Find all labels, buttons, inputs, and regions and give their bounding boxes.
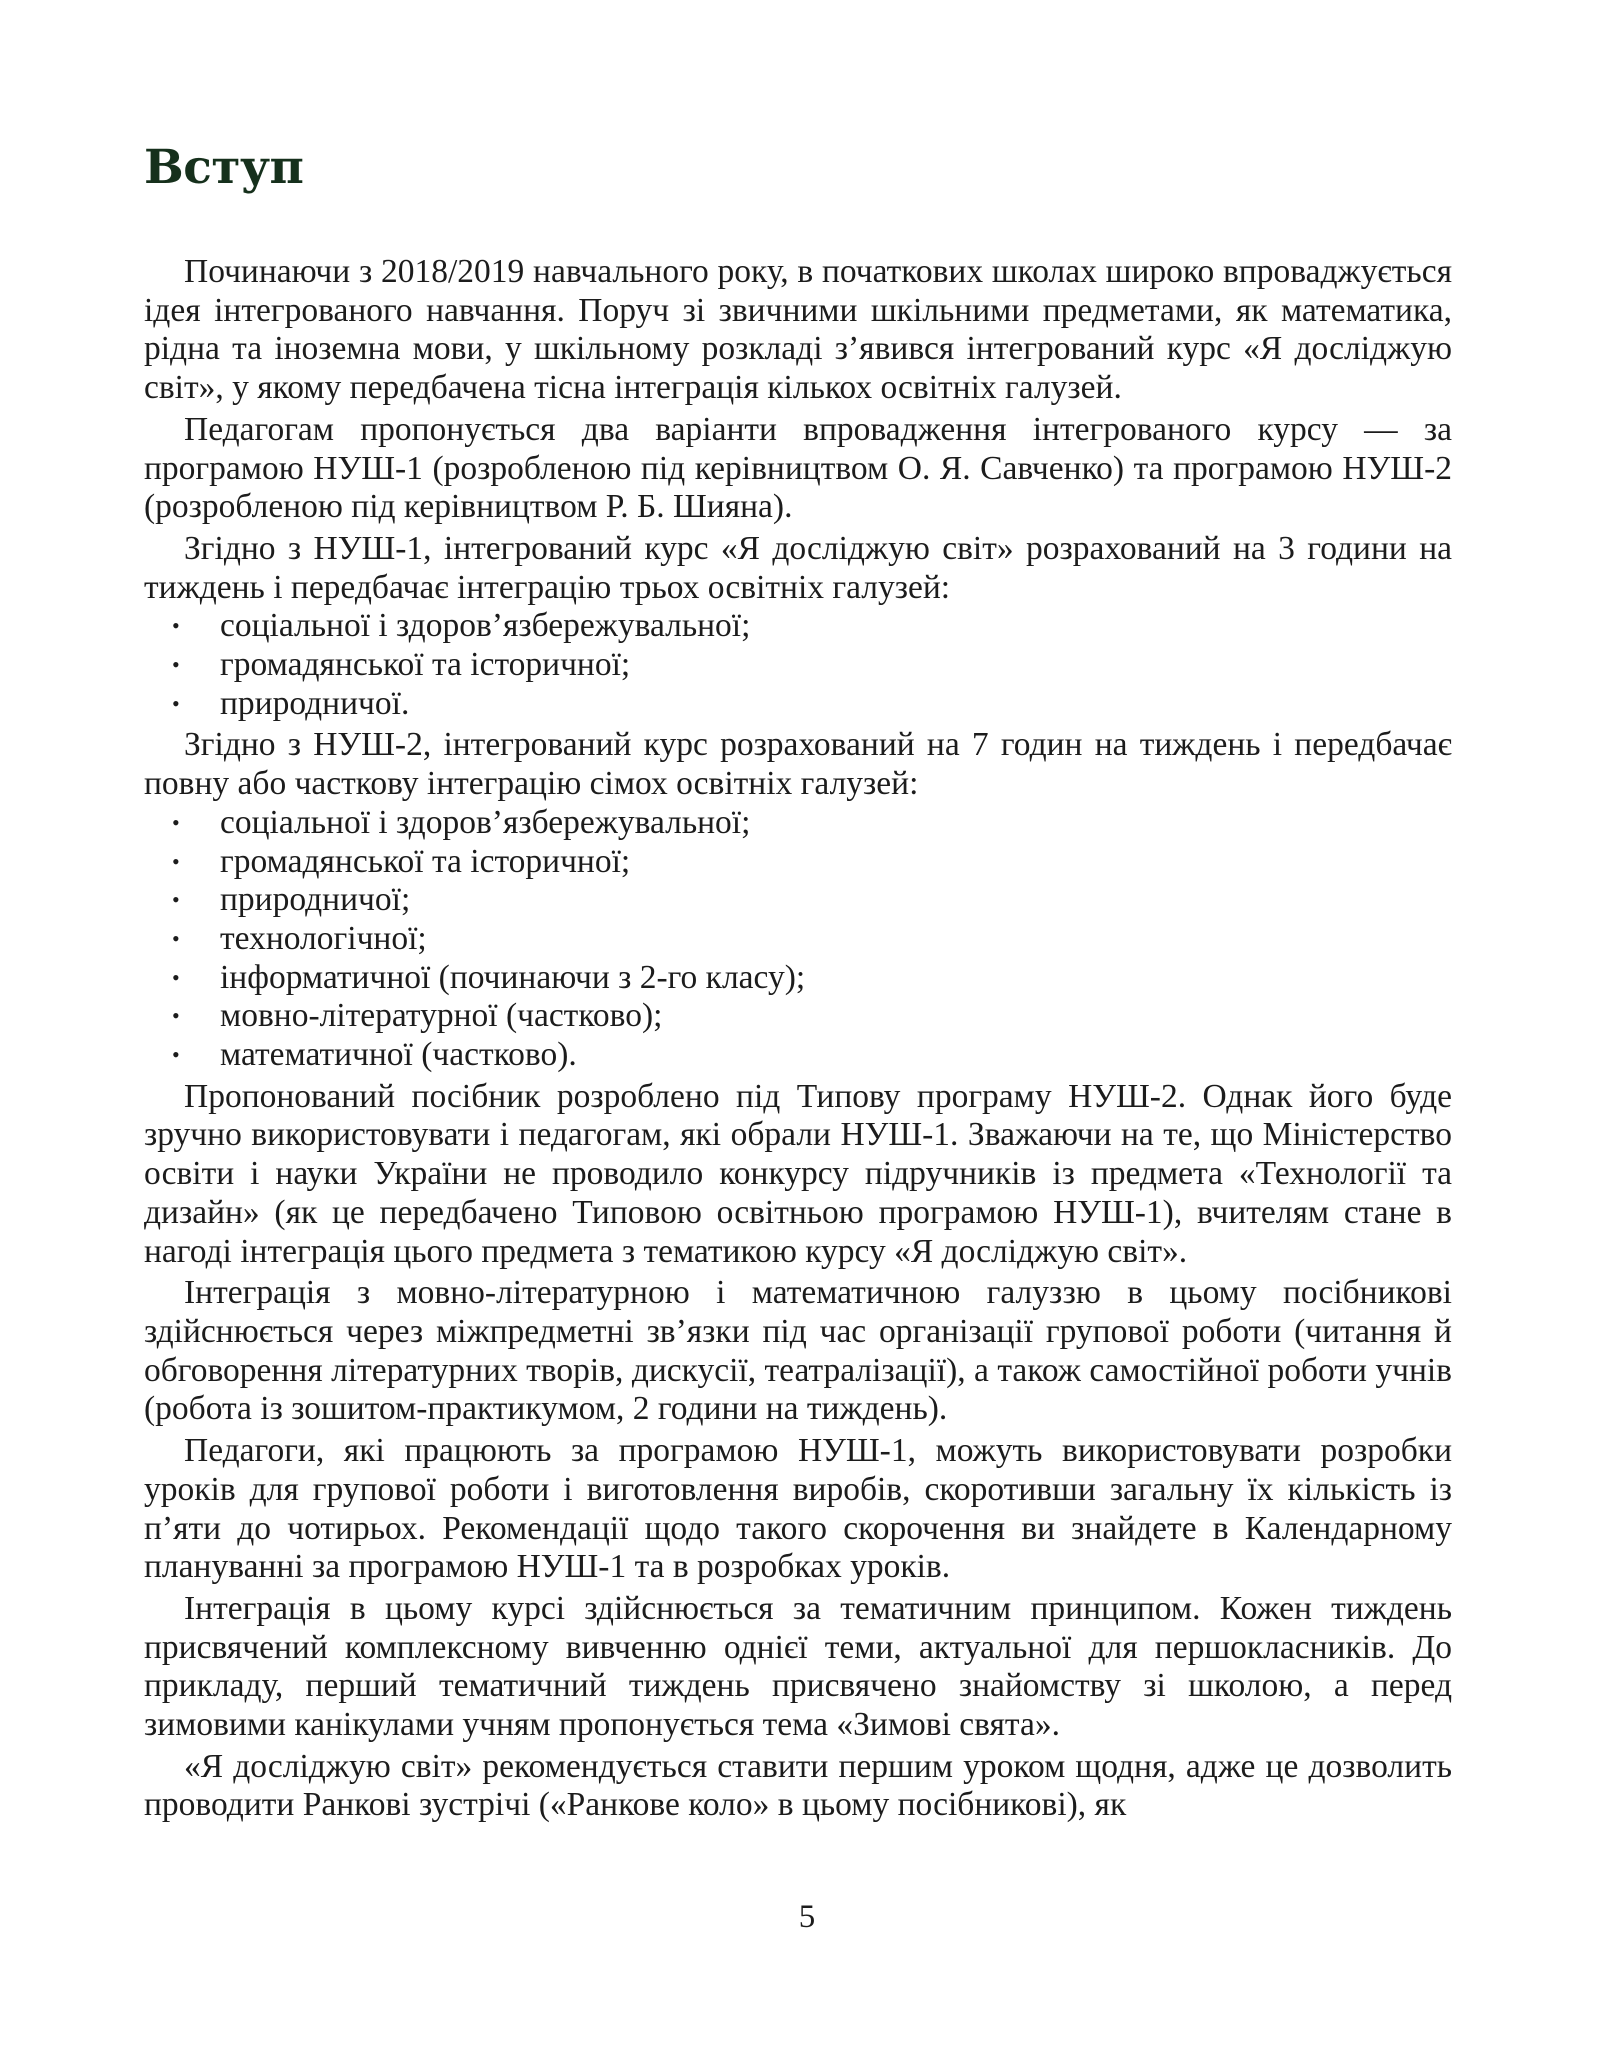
list-item	[144, 997, 1452, 1036]
list-item-text: технологічної;	[220, 919, 427, 957]
list-item	[144, 920, 1452, 959]
list-item	[144, 607, 1452, 646]
list-item	[144, 881, 1452, 920]
list-item-text: громадянської та історичної;	[220, 646, 631, 684]
bullet-icon: •	[172, 613, 180, 639]
page-number: 5	[798, 1899, 816, 1935]
page-title: Вступ	[144, 140, 304, 195]
paragraph: «Я досліджую світ» рекомендується ставити першим уроком щодня, адже це дозволить проводити Ранкові зустрічі («Ранкове коло» в цьому посібникові), як	[144, 1747, 1452, 1824]
list-item	[144, 959, 1452, 998]
paragraph: Згідно з НУШ-1, інтегрований курс «Я досліджую світ» розрахований на 3 години на тиждень і передбачає інтеграцію трьох освітніх галузей:	[144, 529, 1452, 606]
list-item-text: соціальної і здоров’язбережувальної;	[220, 803, 751, 841]
paragraph: Згідно з НУШ-2, інтегрований курс розрахований на 7 годин на тиждень і передбачає повну або часткову інтеграцію сімох освітніх галузей:	[144, 726, 1452, 803]
list-item	[144, 1036, 1452, 1075]
paragraph: Інтеграція в цьому курсі здійснюється за тематичним принципом. Кожен тиждень присвячений комплексному вивченню однієї теми, актуальної для першокласників. До прикладу, перший тематичний тиждень присвячено знайомству зі школою, а перед зимовими канікулами учням пропонується тема «Зимові свята».	[144, 1589, 1452, 1744]
list-item-text: природничої.	[220, 684, 410, 722]
bullet-icon: •	[172, 652, 180, 678]
bullet-icon: •	[172, 925, 180, 951]
bullet-icon: •	[172, 1042, 180, 1068]
bullet-icon: •	[172, 1003, 180, 1029]
bullet-icon: •	[172, 690, 180, 716]
paragraph: Інтеграція з мовно-літературною і математичною галуззю в цьому посібникові здійснюється через міжпредметні зв’язки під час організації групової роботи (читання й обговорення літературних творів, дискусії, театралізації), а також самостійної роботи учнів (робота із зошитом-практикумом, 2 години на тиждень).	[144, 1274, 1452, 1428]
body-text	[144, 253, 1452, 1825]
paragraph: Пропонований посібник розроблено під Типову програму НУШ-2. Однак його буде зручно використовувати і педагогам, які обрали НУШ-1. Зважаючи на те, що Міністерство освіти і науки України не проводило конкурсу підручників із предмета «Технології та дизайн» (як це передбачено Типовою освітньою програмою НУШ-1), вчителям стане в нагоді інтеграція цього предмета з тематикою курсу «Я досліджую світ».	[144, 1077, 1452, 1270]
list-item	[144, 685, 1452, 724]
list-item-text: природничої;	[220, 881, 411, 919]
paragraph: Педагоги, які працюють за програмою НУШ-1, можуть використовувати розробки уроків для групової роботи і виготовлення виробів, скоротивши загальну їх кількість із п’яти до чотирьох. Рекомендації щодо такого скорочення ви знайдете в Календарному плануванні за програмою НУШ-1 та в розробках уроків.	[144, 1432, 1452, 1586]
list-item-text: соціальної і здоров’язбережувальної;	[220, 607, 751, 645]
list-item	[144, 843, 1452, 882]
list-item-text: інформатичної (починаючи з 2-го класу);	[220, 958, 806, 996]
paragraph: Педагогам пропонується два варіанти впровадження інтегрованого курсу — за програмою НУШ-1 (розробленою під керівництвом О. Я. Савченко) та програмою НУШ-2 (розробленою під керівництвом Р. Б. Шияна).	[144, 410, 1452, 526]
list-item-text: математичної (частково).	[220, 1036, 577, 1074]
list-item	[144, 804, 1452, 843]
bullet-icon: •	[172, 964, 180, 990]
bullet-icon: •	[172, 887, 180, 913]
paragraph: Починаючи з 2018/2019 навчального року, в початкових школах широко впроваджується ідея інтегрованого навчання. Поруч зі звичними шкільними предметами, як математика, рідна та іноземна мови, у шкільному розкладі з’явився інтегрований курс «Я досліджую світ», у якому передбачена тісна інтеграція кількох освітніх галузей.	[144, 253, 1452, 407]
bullet-icon: •	[172, 848, 180, 874]
list-nush2	[144, 804, 1452, 1075]
list-item-text: громадянської та історичної;	[220, 842, 631, 880]
list-item-text: мовно-літературної (частково);	[220, 997, 663, 1035]
list-item	[144, 646, 1452, 685]
list-nush1	[144, 607, 1452, 723]
bullet-icon: •	[172, 809, 180, 835]
